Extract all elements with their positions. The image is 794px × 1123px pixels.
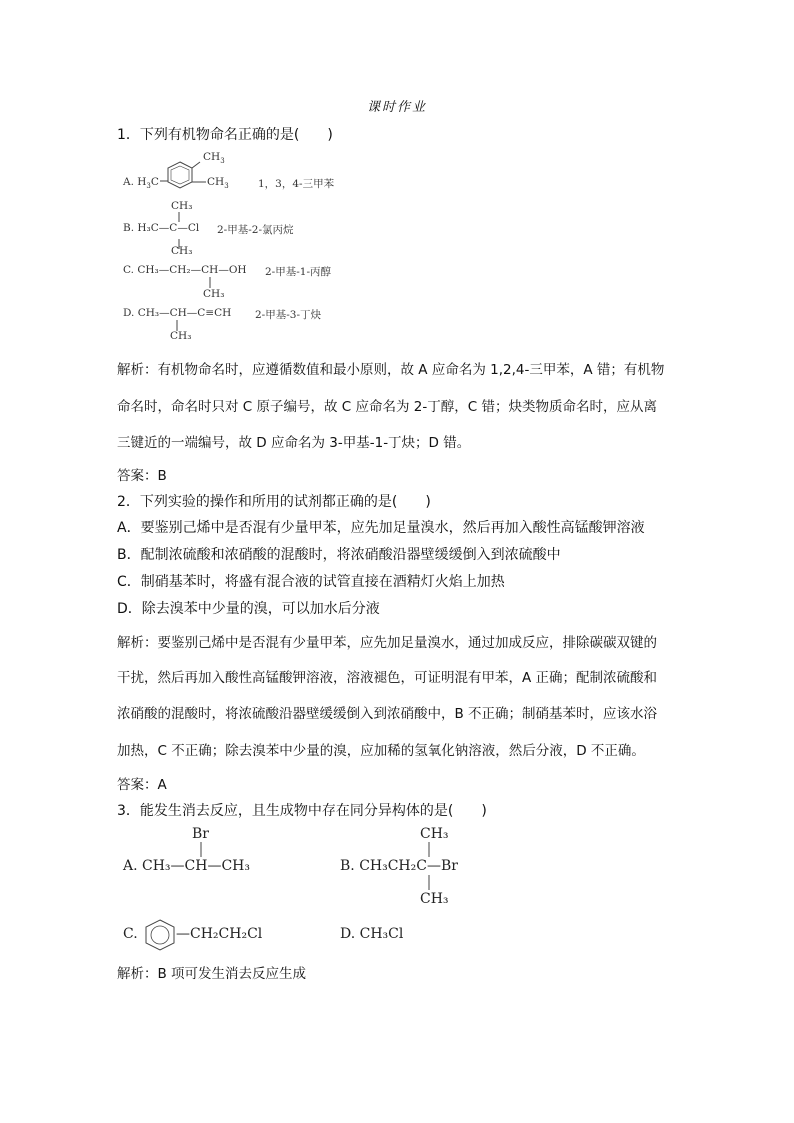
q1-c-name: 2-甲基-1-丙醇 [265, 266, 332, 278]
q3-a-bond [199, 842, 203, 858]
q2-option-d: D．除去溴苯中少量的溴，可以加水后分液 [117, 601, 380, 617]
q2-stem: 2．下列实验的操作和所用的试剂都正确的是( ) [117, 494, 431, 510]
q2-option-a: A．要鉴别己烯中是否混有少量甲苯，应先加足量溴水，然后再加入酸性高锰酸钾溶液 [117, 520, 645, 536]
q3-a-bromine: Br [192, 826, 209, 842]
q3-c-label: C. [123, 926, 138, 942]
q3-option-d: D. CH₃Cl [340, 926, 404, 942]
q2-answer: 答案：A [117, 777, 167, 793]
q1-a-top-methyl: $CH_3$ [203, 151, 225, 166]
q1-a-name: 1，3，4-三甲苯 [258, 178, 335, 190]
q1-analysis-line-3: 三键近的一端编号，故 D 应命名为 3-甲基-1-丁炔；D 错。 [117, 435, 471, 451]
q2-analysis-line-4: 加热，C 不正确；除去溴苯中少量的溴，应加稀的氢氧化钠溶液，然后分液，D 不正确。 [117, 743, 645, 759]
q1-b-bottom: CH₃ [171, 245, 193, 257]
q3-c-benzene-ring [142, 918, 178, 952]
q2-option-b: B．配制浓硫酸和浓硝酸的混酸时，将浓硝酸沿器壁缓缓倒入到浓硫酸中 [117, 547, 561, 563]
q1-b-main: B. H₃C—C—Cl [123, 222, 200, 234]
q1-analysis-line-1: 解析：有机物命名时，应遵循数值和最小原则，故 A 应命名为 1,2,4-三甲苯，A 错；有机物 [117, 362, 665, 378]
q2-analysis-line-1: 解析：要鉴别己烯中是否混有少量甲苯，应先加足量溴水，通过加成反应，排除碳碳双键的 [117, 635, 657, 651]
q1-answer: 答案：B [117, 468, 167, 484]
q1-b-top: CH₃ [171, 200, 193, 212]
q2-option-c: C．制硝基苯时，将盛有混合液的试管直接在酒精灯火焰上加热 [117, 574, 505, 590]
q1-b-name: 2-甲基-2-氯丙烷 [217, 224, 294, 236]
q1-d-main: D. CH₃—CH—C≡CH [123, 307, 232, 319]
q1-stem: 1．下列有机物命名正确的是( ) [117, 127, 333, 143]
q3-c-chain: —CH₂CH₂Cl [176, 926, 263, 942]
q1-d-name: 2-甲基-3-丁炔 [255, 309, 322, 321]
q1-d-bottom: CH₃ [170, 330, 192, 342]
q1-c-bottom: CH₃ [203, 288, 225, 300]
q3-a-main: A. CH₃—CH—CH₃ [123, 858, 250, 874]
q1-a-right-methyl: $CH_3$ [207, 176, 229, 191]
q3-b-bottom: CH₃ [420, 891, 449, 907]
q3-analysis: 解析：B 项可发生消去反应生成 [117, 966, 307, 982]
q2-analysis-line-2: 干扰，然后再加入酸性高锰酸钾溶液，溶液褪色，可证明混有甲苯，A 正确；配制浓硫酸和 [117, 670, 658, 686]
page-title: 课时作业 [366, 100, 427, 115]
q3-b-top: CH₃ [420, 826, 449, 842]
q3-stem: 3．能发生消去反应，且生成物中存在同分异构体的是( ) [117, 803, 487, 819]
q3-b-main: B. CH₃CH₂C—Br [340, 858, 458, 874]
q1-c-main: C. CH₃—CH₂—CH—OH [123, 264, 247, 276]
q2-analysis-line-3: 浓硝酸的混酸时，将浓硫酸沿器壁缓缓倒入到浓硝酸中，B 不正确；制硝基苯时，应该水浴 [117, 706, 658, 722]
q1-a-prefix: A. $H_3C$ [123, 176, 159, 191]
q1-analysis-line-2: 命名时，命名时只对 C 原子编号，故 C 应命名为 2-丁醇，C 错；炔类物质命名时，应从离 [117, 399, 657, 415]
